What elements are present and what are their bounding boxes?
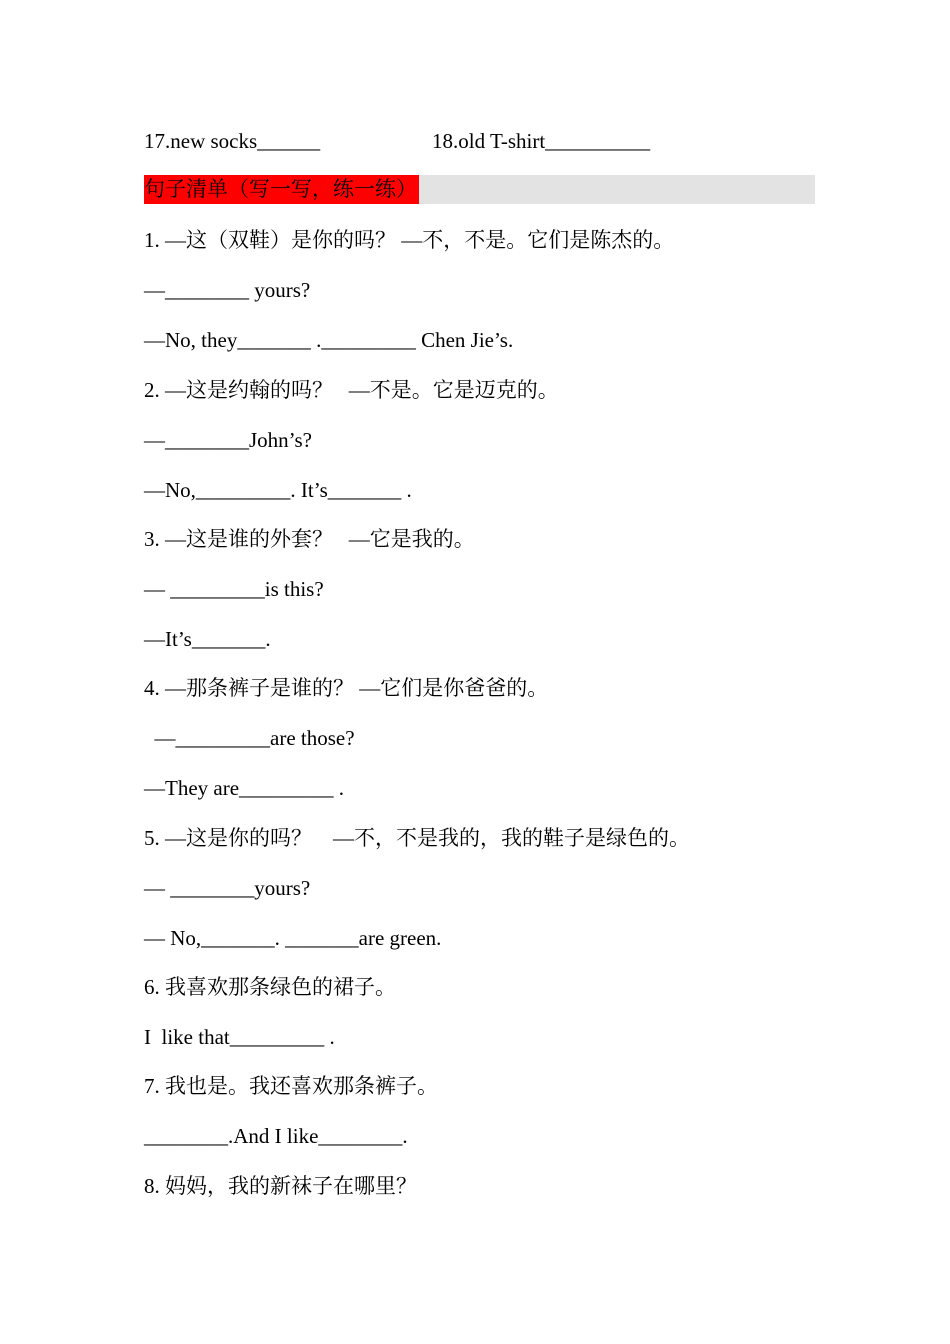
sentence-line-6: —No,_________. It’s_______ . xyxy=(144,478,412,502)
sentence-line-4: 2. —这是约翰的吗？ —不是。它是迈克的。 xyxy=(144,378,559,402)
sentence-line-16: 6. 我喜欢那条绿色的裙子。 xyxy=(144,975,396,999)
sentence-line-19: ________.And I like________. xyxy=(144,1124,408,1148)
vocab-item-18: 18.old T-shirt__________ xyxy=(432,129,651,153)
section-title: 句子清单（写一写，练一练） xyxy=(144,175,419,204)
vocab-item-17: 17.new socks______ xyxy=(144,129,321,153)
sentence-line-7: 3. —这是谁的外套？ —它是我的。 xyxy=(144,527,475,551)
sentence-line-10: 4. —那条裤子是谁的？ —它们是你爸爸的。 xyxy=(144,676,549,700)
sentence-line-9: —It’s_______. xyxy=(144,627,271,651)
sentence-line-13: 5. —这是你的吗？ —不，不是我的，我的鞋子是绿色的。 xyxy=(144,826,690,850)
sentence-line-8: — _________is this? xyxy=(144,577,324,601)
sentence-line-14: — ________yours? xyxy=(144,876,311,900)
sentence-line-3: —No, they_______ ._________ Chen Jie’s. xyxy=(144,328,514,352)
sentence-line-18: 7. 我也是。我还喜欢那条裤子。 xyxy=(144,1074,438,1098)
section-bar xyxy=(144,175,815,204)
sentence-line-20: 8. 妈妈，我的新袜子在哪里？ xyxy=(144,1174,417,1198)
sentence-line-12: —They are_________ . xyxy=(144,776,345,800)
sentence-line-5: —________John’s? xyxy=(144,428,312,452)
sentence-line-11: —_________are those? xyxy=(144,726,355,750)
sentence-line-17: I like that_________ . xyxy=(144,1025,335,1049)
sentence-line-1: 1. —这（双鞋）是你的吗？ —不，不是。它们是陈杰的。 xyxy=(144,228,675,252)
sentence-line-15: — No,_______. _______are green. xyxy=(144,926,442,950)
sentence-line-2: —________ yours? xyxy=(144,278,311,302)
